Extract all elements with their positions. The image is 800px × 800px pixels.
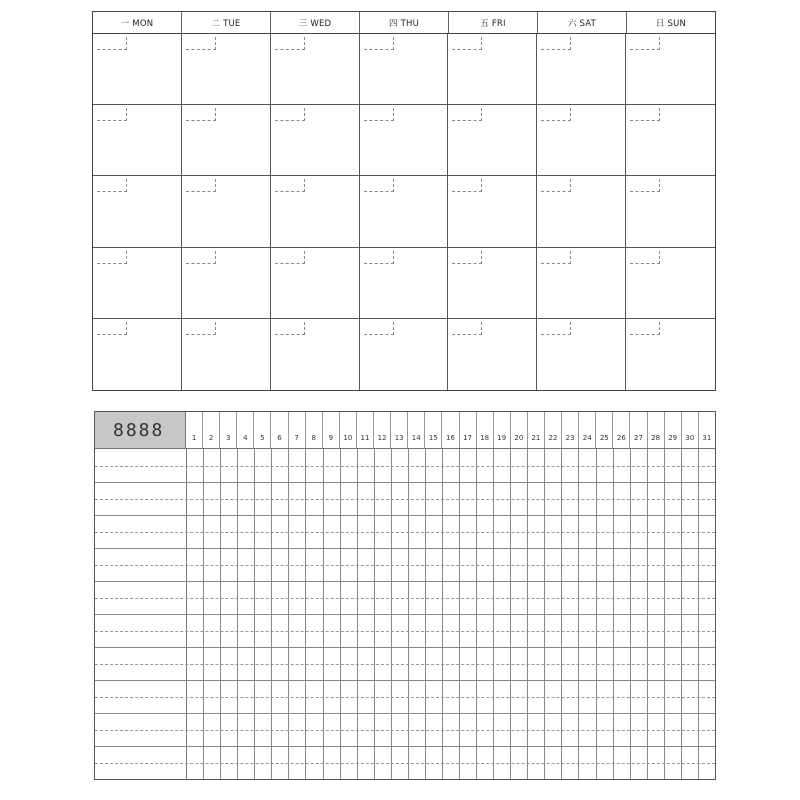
calendar-day-cell[interactable] — [93, 176, 182, 247]
date-number-box[interactable] — [452, 108, 482, 121]
tracker-row-line — [95, 482, 715, 483]
date-number-box[interactable] — [541, 179, 571, 192]
tracker-day-column-line — [408, 449, 409, 779]
date-number-box[interactable] — [630, 322, 660, 335]
day-number-cell: 29 — [665, 412, 682, 448]
calendar-day-cells — [93, 34, 715, 390]
tracker-row-line — [95, 532, 715, 533]
calendar-day-cell[interactable] — [360, 176, 449, 247]
date-number-box[interactable] — [97, 108, 127, 121]
date-number-box[interactable] — [452, 179, 482, 192]
date-number-box[interactable] — [186, 322, 216, 335]
tracker-day-column-line — [203, 449, 204, 779]
tracker-day-column-line — [237, 449, 238, 779]
calendar-day-cell[interactable] — [93, 34, 182, 105]
calendar-day-cell[interactable] — [626, 105, 715, 176]
day-number-cell: 3 — [220, 412, 237, 448]
tracker-row-line — [95, 598, 715, 599]
weekday-header-thu: 四 THU — [360, 12, 449, 33]
calendar-day-cell[interactable] — [271, 34, 360, 105]
date-number-box[interactable] — [541, 251, 571, 264]
calendar-day-cell[interactable] — [271, 319, 360, 390]
calendar-day-cell[interactable] — [448, 248, 537, 319]
weekday-header-mon: 一 MON — [93, 12, 182, 33]
date-number-box[interactable] — [275, 179, 305, 192]
tracker-day-column-line — [561, 449, 562, 779]
tracker-day-column-line — [340, 449, 341, 779]
calendar-day-cell[interactable] — [182, 105, 271, 176]
day-number-cell: 6 — [271, 412, 288, 448]
tracker-day-column-line — [357, 449, 358, 779]
day-number-cell: 27 — [630, 412, 647, 448]
day-number-cell: 23 — [562, 412, 579, 448]
tracker-day-column-line — [323, 449, 324, 779]
date-number-box[interactable] — [364, 37, 394, 50]
date-number-box[interactable] — [452, 251, 482, 264]
day-number-cell: 9 — [323, 412, 340, 448]
tracker-day-column-line — [271, 449, 272, 779]
calendar-day-cell[interactable] — [360, 105, 449, 176]
tracker-day-column-line — [493, 449, 494, 779]
tracker-row-line — [95, 614, 715, 615]
tracker-day-column-line — [698, 449, 699, 779]
date-number-box[interactable] — [541, 108, 571, 121]
date-number-box[interactable] — [452, 322, 482, 335]
date-number-box[interactable] — [541, 37, 571, 50]
tracker-day-column-line — [288, 449, 289, 779]
weekday-header-sat: 六 SAT — [538, 12, 627, 33]
calendar-day-cell[interactable] — [360, 34, 449, 105]
day-number-header — [186, 412, 715, 449]
daily-tracker-grid — [94, 411, 716, 780]
calendar-day-cell[interactable] — [93, 105, 182, 176]
tracker-day-column-line — [425, 449, 426, 779]
day-number-cell: 20 — [511, 412, 528, 448]
day-number-cell: 21 — [528, 412, 545, 448]
tracker-row-line — [95, 713, 715, 714]
calendar-day-cell[interactable] — [360, 319, 449, 390]
date-number-box[interactable] — [364, 251, 394, 264]
date-number-box[interactable] — [275, 251, 305, 264]
calendar-day-cell[interactable] — [271, 176, 360, 247]
calendar-day-cell[interactable] — [537, 319, 626, 390]
tracker-day-column-line — [664, 449, 665, 779]
tracker-row-line — [95, 631, 715, 632]
tracker-row-line — [95, 664, 715, 665]
day-number-cell: 26 — [613, 412, 630, 448]
day-number-cell: 24 — [579, 412, 596, 448]
day-number-cell: 16 — [442, 412, 459, 448]
tracker-day-column-line — [391, 449, 392, 779]
tracker-rows — [95, 449, 715, 779]
date-number-box[interactable] — [541, 322, 571, 335]
calendar-day-cell[interactable] — [182, 248, 271, 319]
date-number-box[interactable] — [97, 322, 127, 335]
calendar-day-cell[interactable] — [626, 248, 715, 319]
day-number-cell: 31 — [702, 434, 712, 442]
calendar-day-cell[interactable] — [271, 105, 360, 176]
day-number-cell: 12 — [374, 412, 391, 448]
tracker-day-column-line — [254, 449, 255, 779]
weekday-header-tue: 二 TUE — [182, 12, 271, 33]
monthly-calendar-grid — [92, 11, 716, 391]
day-number-cell: 18 — [477, 412, 494, 448]
tracker-day-column-line — [305, 449, 306, 779]
date-number-box[interactable] — [97, 251, 127, 264]
calendar-day-cell[interactable] — [182, 319, 271, 390]
day-number-cell: 13 — [391, 412, 408, 448]
date-number-box[interactable] — [97, 179, 127, 192]
date-number-box[interactable] — [452, 37, 482, 50]
date-number-box[interactable] — [630, 108, 660, 121]
day-number-cell: 4 — [237, 412, 254, 448]
tracker-day-column-line — [613, 449, 614, 779]
calendar-day-cell[interactable] — [448, 105, 537, 176]
calendar-day-cell[interactable] — [537, 105, 626, 176]
tracker-day-column-line — [510, 449, 511, 779]
calendar-day-cell[interactable] — [626, 176, 715, 247]
tracker-day-column-line — [596, 449, 597, 779]
weekday-header-sun: 日 SUN — [655, 18, 687, 29]
weekday-header-fri: 五 FRI — [449, 12, 538, 33]
day-number-cell: 1 — [186, 412, 203, 448]
tracker-day-column-line — [544, 449, 545, 779]
date-number-box[interactable] — [275, 108, 305, 121]
day-number-cell: 30 — [682, 412, 699, 448]
calendar-day-cell[interactable] — [182, 176, 271, 247]
tracker-day-column-line — [527, 449, 528, 779]
calendar-day-cell[interactable] — [93, 319, 182, 390]
tracker-row-line — [95, 746, 715, 747]
date-number-box[interactable] — [186, 251, 216, 264]
tracker-row-line — [95, 581, 715, 582]
year-box[interactable]: 8888 — [95, 412, 186, 449]
calendar-day-cell[interactable] — [537, 34, 626, 105]
day-number-cell: 10 — [340, 412, 357, 448]
day-number-cell: 22 — [545, 412, 562, 448]
tracker-row-line — [95, 763, 715, 764]
tracker-row-line — [95, 548, 715, 549]
day-number-cell: 28 — [648, 412, 665, 448]
date-number-box[interactable] — [364, 108, 394, 121]
tracker-row-line — [95, 466, 715, 467]
day-number-cell: 19 — [494, 412, 511, 448]
date-number-box[interactable] — [275, 37, 305, 50]
date-number-box[interactable] — [275, 322, 305, 335]
date-number-box[interactable] — [630, 37, 660, 50]
date-number-box[interactable] — [364, 322, 394, 335]
calendar-day-cell[interactable] — [448, 319, 537, 390]
tracker-row-line — [95, 680, 715, 681]
calendar-day-cell[interactable] — [626, 34, 715, 105]
weekday-header-row — [93, 12, 715, 34]
calendar-day-cell[interactable] — [537, 248, 626, 319]
tracker-day-column-line — [220, 449, 221, 779]
calendar-day-cell[interactable] — [448, 34, 537, 105]
tracker-day-column-line — [630, 449, 631, 779]
day-number-cell: 2 — [203, 412, 220, 448]
day-number-cell: 14 — [408, 412, 425, 448]
date-number-box[interactable] — [186, 108, 216, 121]
calendar-day-cell[interactable] — [360, 248, 449, 319]
day-number-cell: 5 — [254, 412, 271, 448]
tracker-row-line — [95, 730, 715, 731]
tracker-day-column-line — [442, 449, 443, 779]
tracker-row-line — [95, 499, 715, 500]
tracker-day-column-line — [476, 449, 477, 779]
day-number-cell: 7 — [289, 412, 306, 448]
day-number-cell: 17 — [460, 412, 477, 448]
tracker-day-column-line — [374, 449, 375, 779]
date-number-box[interactable] — [364, 179, 394, 192]
tracker-day-column-line — [681, 449, 682, 779]
day-number-cell: 11 — [357, 412, 374, 448]
tracker-row-line — [95, 515, 715, 516]
calendar-day-cell[interactable] — [448, 176, 537, 247]
tracker-day-column-line — [647, 449, 648, 779]
date-number-box[interactable] — [97, 37, 127, 50]
date-number-box[interactable] — [186, 179, 216, 192]
tracker-row-line — [95, 697, 715, 698]
tracker-day-column-line — [578, 449, 579, 779]
calendar-day-cell[interactable] — [537, 176, 626, 247]
calendar-day-cell[interactable] — [626, 319, 715, 390]
day-number-cell: 15 — [425, 412, 442, 448]
day-number-cell: 25 — [596, 412, 613, 448]
day-number-cell: 8 — [306, 412, 323, 448]
date-number-box[interactable] — [186, 37, 216, 50]
calendar-day-cell[interactable] — [271, 248, 360, 319]
tracker-row-line — [95, 565, 715, 566]
date-number-box[interactable] — [630, 251, 660, 264]
tracker-day-column-line — [459, 449, 460, 779]
calendar-day-cell[interactable] — [93, 248, 182, 319]
date-number-box[interactable] — [630, 179, 660, 192]
weekday-header-wed: 三 WED — [271, 12, 360, 33]
calendar-day-cell[interactable] — [182, 34, 271, 105]
tracker-row-line — [95, 647, 715, 648]
